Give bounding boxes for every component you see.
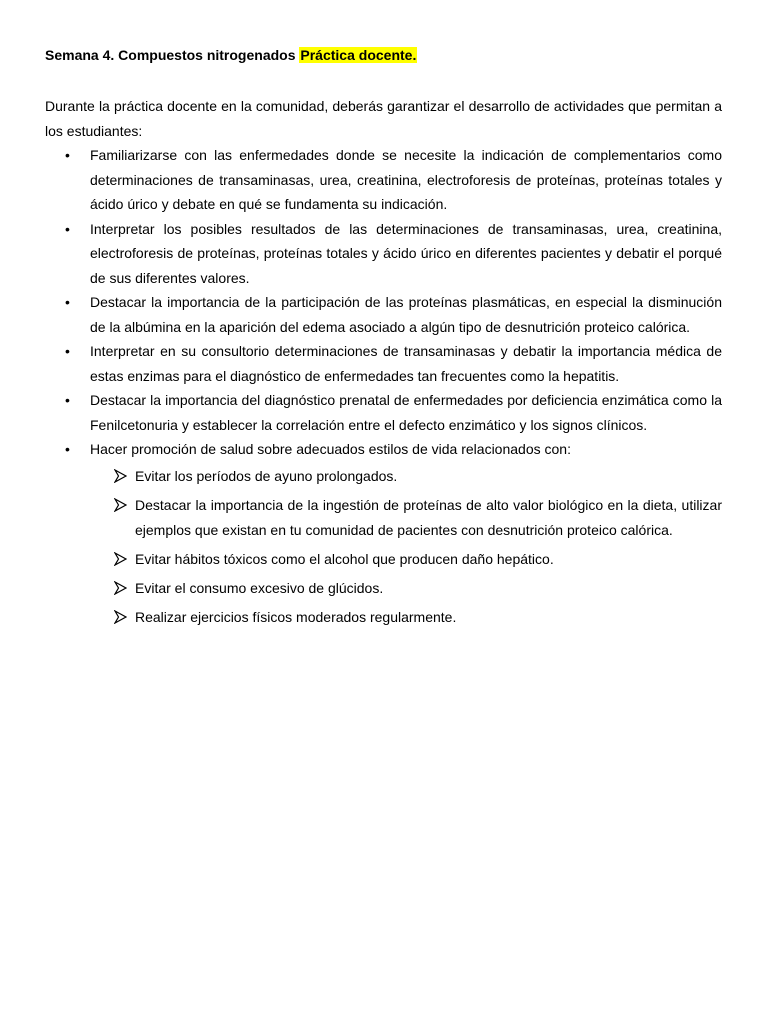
list-item-text: Interpretar en su consultorio determinaciones de transaminasas y debatir la importancia médica de estas enzimas para el diagnóstico de enfermedades tan frecuentes como la hepatitis. bbox=[90, 343, 722, 384]
list-item bbox=[45, 143, 722, 217]
bullet-dot-icon: • bbox=[65, 220, 70, 237]
sub-list-item-text: Evitar los períodos de ayuno prolongados. bbox=[135, 467, 398, 484]
list-item-text: Hacer promoción de salud sobre adecuados estilos de vida relacionados con: bbox=[90, 441, 571, 457]
title-text: Semana 4. Compuestos nitrogenados bbox=[45, 47, 300, 63]
sub-list-item bbox=[90, 493, 722, 544]
bullet-dot-icon: • bbox=[65, 392, 70, 408]
activities-list bbox=[45, 143, 722, 634]
sub-list-item bbox=[90, 605, 722, 631]
list-item-text: Familiarizarse con las enfermedades donde se necesite la indicación de complementarios como determinaciones de transaminasas, urea, creatinina, electroforesis de proteínas, proteínas totales y ácido úrico y debate en qué se fundamenta su indicación. bbox=[90, 147, 722, 212]
bullet-dot-icon: • bbox=[65, 294, 70, 310]
list-item bbox=[45, 290, 722, 339]
list-item bbox=[45, 437, 722, 631]
bullet-dot-icon: • bbox=[65, 441, 70, 457]
list-item bbox=[45, 339, 722, 388]
list-item-text: Destacar la importancia del diagnóstico prenatal de enfermedades por deficiencia enzimática como la Fenilcetonuria y establecer la correlación entre el defecto enzimático y los signos clínicos. bbox=[90, 392, 722, 433]
sub-list-item-text: Evitar hábitos tóxicos como el alcohol que producen daño hepático. bbox=[135, 551, 554, 567]
health-promotion-sublist bbox=[90, 464, 722, 631]
list-item-text: Destacar la importancia de la participación de las proteínas plasmáticas, en especial la disminución de la albúmina en la aparición del edema asociado a algún tipo de desnutrición proteico calórica. bbox=[90, 294, 722, 335]
sub-list-item bbox=[90, 547, 722, 573]
document-title bbox=[45, 45, 417, 65]
title-highlight: Práctica docente. bbox=[300, 47, 417, 63]
arrowhead-icon bbox=[114, 498, 127, 512]
bullet-dot-icon: • bbox=[65, 147, 70, 163]
list-item bbox=[45, 217, 722, 291]
sub-list-item-text: Realizar ejercicios físicos moderados regularmente. bbox=[135, 609, 457, 625]
bullet-dot-icon: • bbox=[65, 343, 70, 359]
sub-list-item-text: Destacar la importancia de la ingestión de proteínas de alto valor biológico en la dieta, utilizar ejemplos que existan en tu comunidad de pacientes con desnutrición proteico calórica. bbox=[135, 496, 722, 538]
sub-list-item bbox=[90, 576, 722, 602]
arrowhead-icon bbox=[114, 581, 127, 595]
sub-list-item-text: Evitar el consumo excesivo de glúcidos. bbox=[135, 580, 384, 596]
arrowhead-icon bbox=[114, 552, 127, 566]
list-item-text: Interpretar los posibles resultados de las determinaciones de transaminasas, urea, creatinina, electroforesis de proteínas, proteínas totales y ácido úrico en diferentes pacientes y debatir el porqué de sus diferentes valores. bbox=[90, 220, 722, 286]
sub-list-item bbox=[90, 464, 722, 490]
arrowhead-icon bbox=[114, 610, 127, 624]
list-item bbox=[45, 388, 722, 437]
intro-paragraph: Durante la práctica docente en la comunidad, deberás garantizar el desarrollo de actividades que permitan a los estudiantes: bbox=[45, 98, 722, 139]
arrowhead-icon bbox=[114, 469, 127, 483]
